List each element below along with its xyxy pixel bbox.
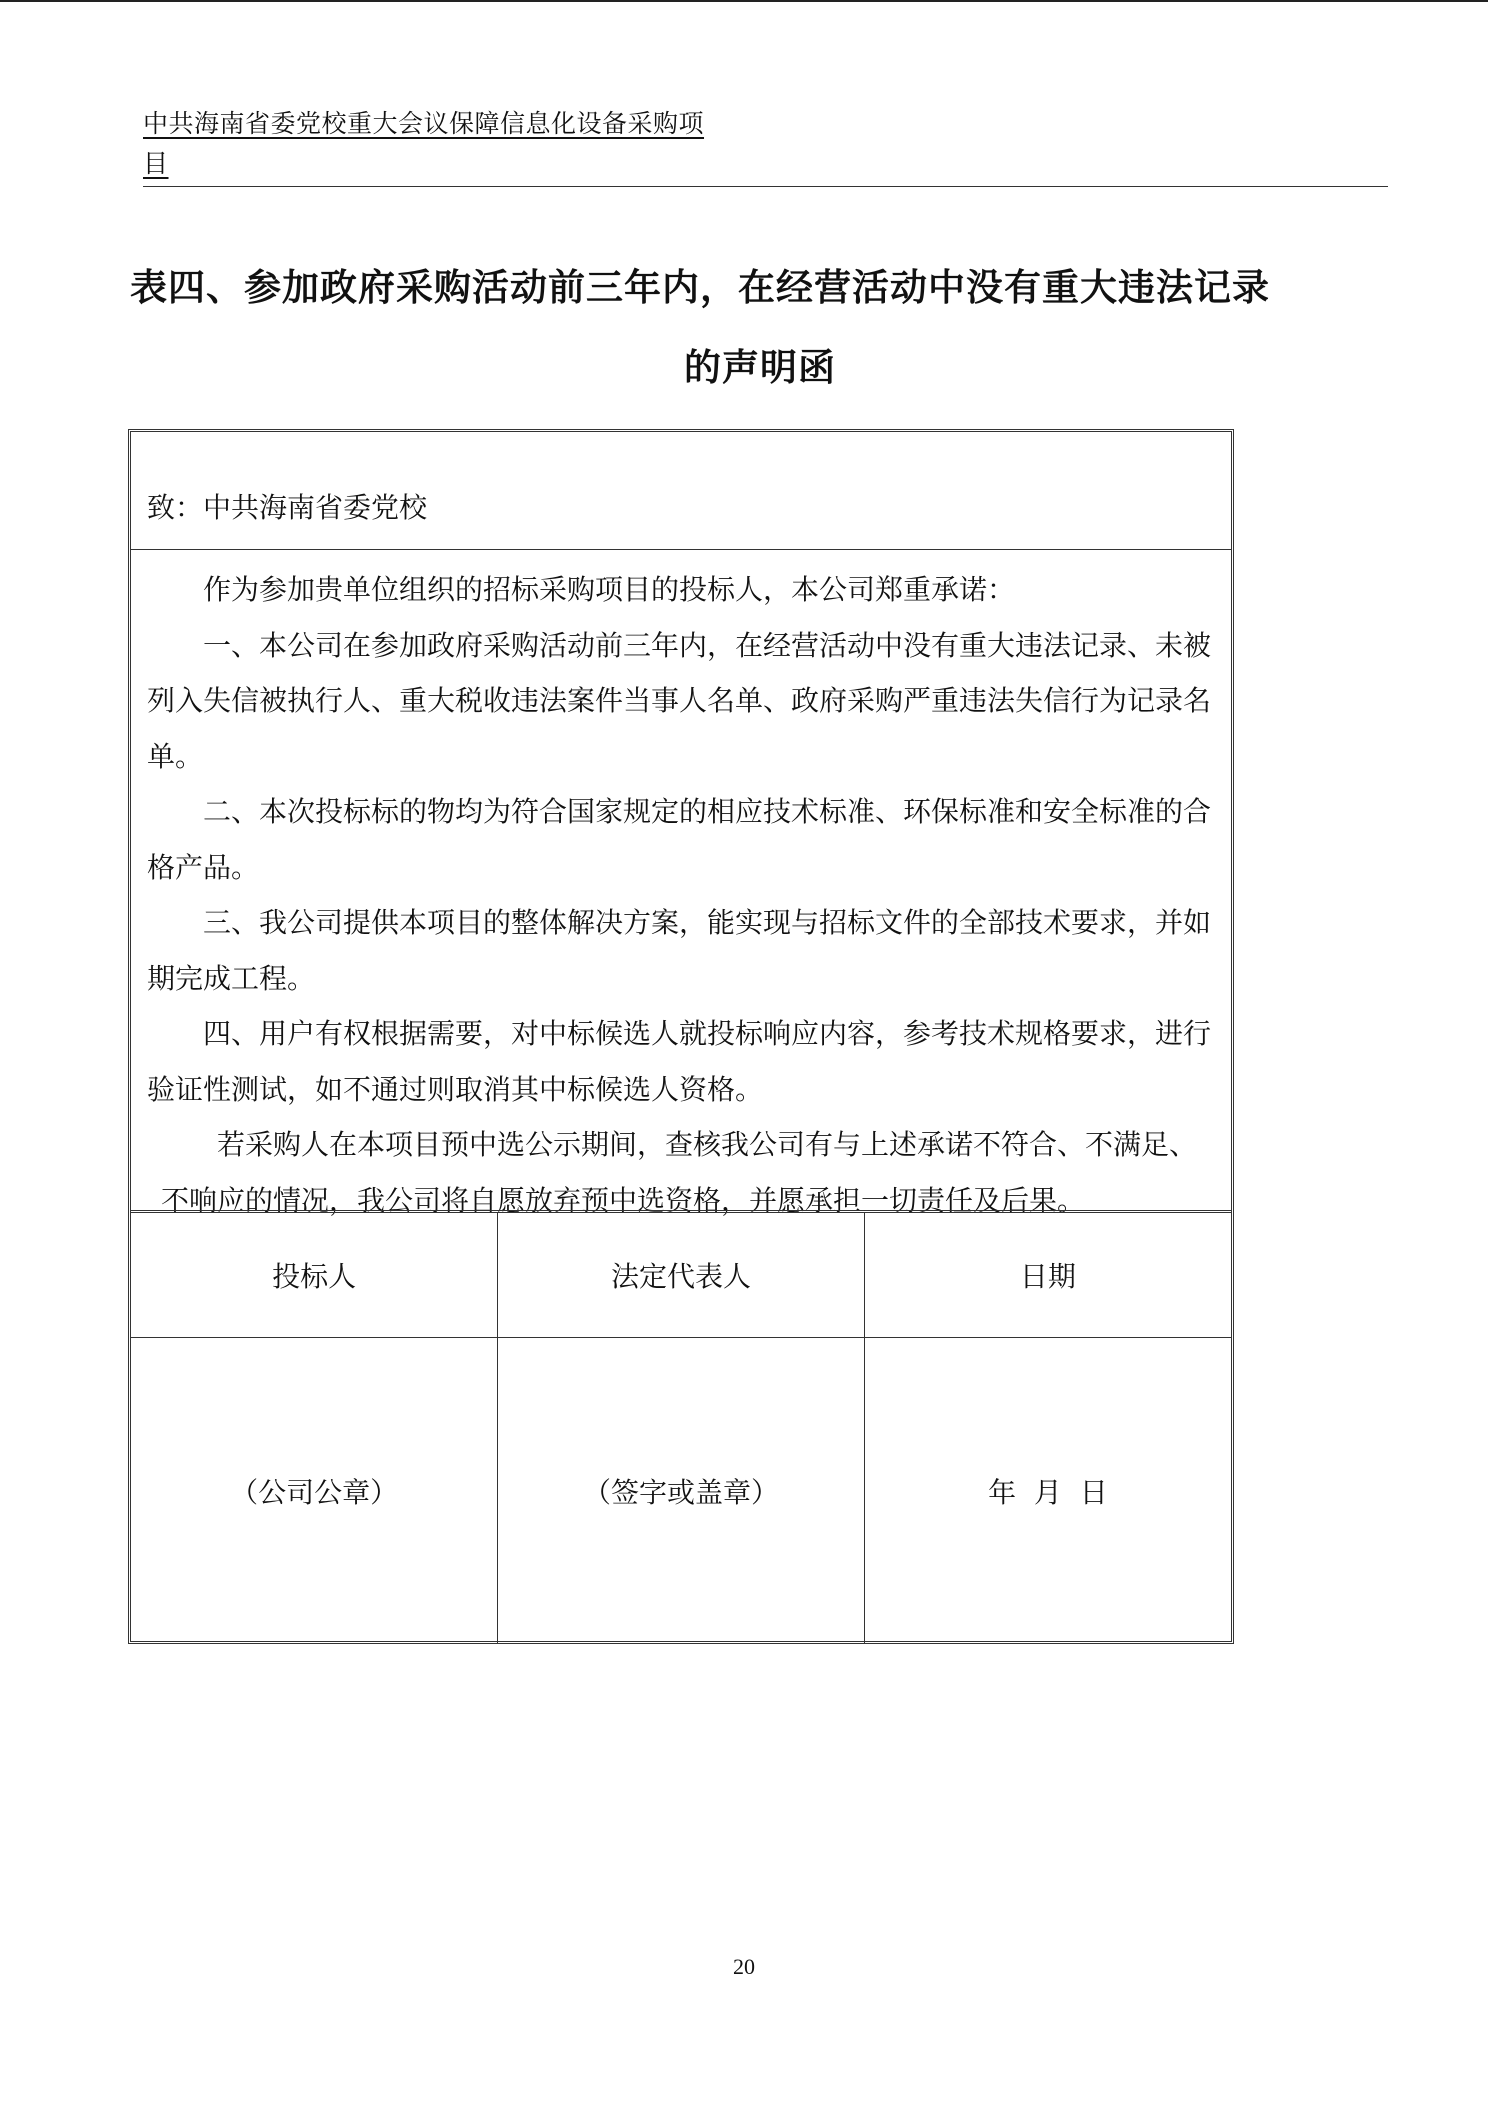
project-name-line2: 目 (143, 149, 169, 178)
title-line2: 的声明函 (684, 346, 836, 389)
running-header (143, 104, 723, 184)
page-number: 20 (733, 1954, 755, 1979)
project-name-line1: 中共海南省委党校重大会议保障信息化设备采购项 (143, 109, 705, 138)
commitment-4: 四、用户有权根据需要，对中标候选人就投标响应内容，参考技术规格要求，进行验证性测试，如不通过则取消其中标候选人资格。 (147, 1017, 1212, 1106)
page-top-border (0, 0, 1488, 2)
signature-table (131, 1210, 1231, 1644)
header-rule (143, 186, 1388, 187)
bidder-header: 投标人 (131, 1212, 498, 1338)
declaration-body (147, 562, 1217, 1228)
declaration-form (128, 429, 1234, 1644)
commitment-3: 三、我公司提供本项目的整体解决方案，能实现与招标文件的全部技术要求，并如期完成工程。 (147, 906, 1212, 995)
company-seal-cell: （公司公章） (131, 1338, 498, 1645)
legal-representative-header: 法定代表人 (498, 1212, 865, 1338)
commitment-2: 二、本次投标标的物均为符合国家规定的相应技术标准、环保标准和安全标准的合格产品。 (147, 795, 1212, 884)
addressee: 致：中共海南省委党校 (147, 491, 428, 524)
date-header: 日期 (864, 1212, 1231, 1338)
signature-value-row (131, 1338, 1231, 1645)
document-title (130, 248, 1360, 408)
date-cell: 年 月 日 (864, 1338, 1231, 1645)
intro-paragraph: 作为参加贵单位组织的招标采购项目的投标人，本公司郑重承诺： (203, 573, 1016, 606)
addressee-row (131, 432, 1231, 550)
closing-paragraph: 若采购人在本项目预中选公示期间，查核我公司有与上述承诺不符合、不满足、不响应的情况，我公司将自愿放弃预中选资格，并愿承担一切责任及后果。 (161, 1128, 1198, 1217)
signature-cell: （签字或盖章） (498, 1338, 865, 1645)
signature-header-row (131, 1212, 1231, 1338)
title-line1: 表四、参加政府采购活动前三年内，在经营活动中没有重大违法记录 (130, 266, 1270, 309)
commitment-1: 一、本公司在参加政府采购活动前三年内，在经营活动中没有重大违法记录、未被列入失信被执行人、重大税收违法案件当事人名单、政府采购严重违法失信行为记录名单。 (147, 628, 1212, 773)
